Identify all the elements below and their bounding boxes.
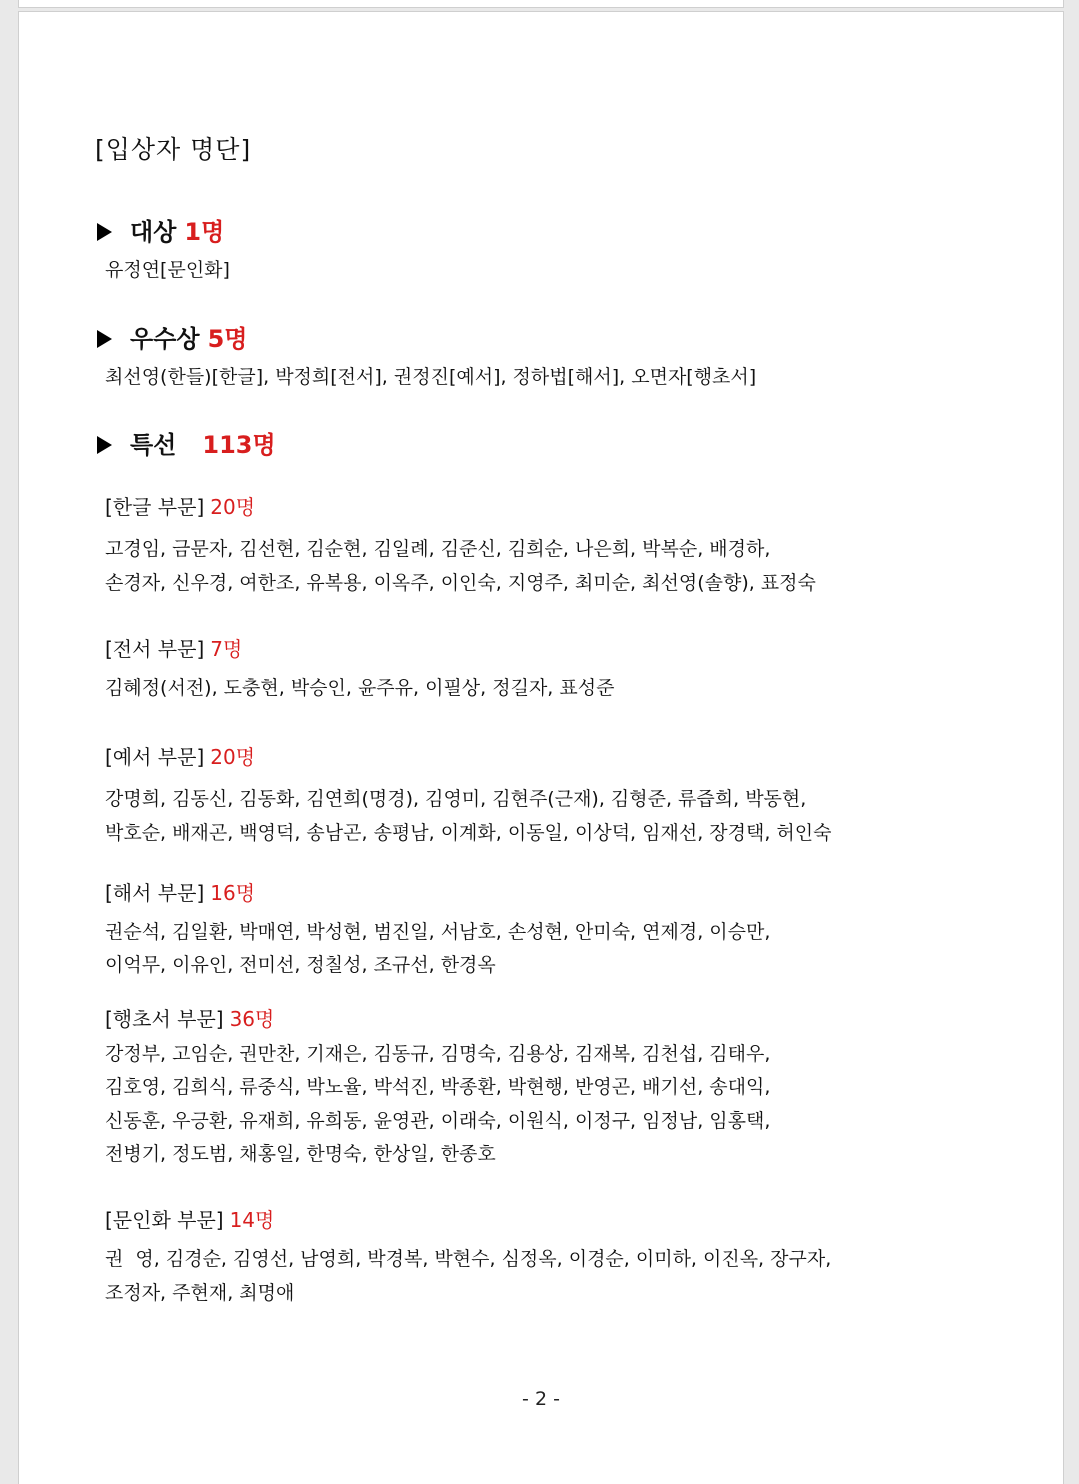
category-heading-muninhwa bbox=[105, 1204, 274, 1233]
category-label: [예서 부문] bbox=[105, 745, 205, 769]
award-count: 5명 bbox=[207, 325, 248, 353]
category-heading-haengchoseo bbox=[105, 1003, 274, 1032]
category-names-line: 권 영, 김경순, 김영선, 남영희, 박경복, 박현수, 심정옥, 이경순, 이미하, 이진옥, 장구자, bbox=[105, 1248, 832, 1270]
category-heading-jeonseo bbox=[105, 633, 242, 662]
category-names-line: 강정부, 고임순, 권만찬, 기재은, 김동규, 김명숙, 김용상, 김재복, 김천섭, 김태우, bbox=[105, 1043, 771, 1065]
category-count: 14명 bbox=[229, 1208, 275, 1232]
category-heading-haeseo bbox=[105, 877, 255, 906]
triangle-bullet-icon bbox=[97, 436, 112, 454]
page-number: - 2 - bbox=[522, 1388, 560, 1410]
category-names-line: 박호순, 배재곤, 백영덕, 송남곤, 송평남, 이계화, 이동일, 이상덕, 임재선, 장경택, 허인숙 bbox=[105, 822, 832, 844]
category-count: 16명 bbox=[210, 881, 256, 905]
award-count: 113명 bbox=[202, 431, 276, 459]
award-label: 우수상 bbox=[130, 325, 200, 353]
document-page bbox=[18, 11, 1064, 1484]
category-names-line: 전병기, 정도범, 채홍일, 한명숙, 한상일, 한종호 bbox=[105, 1143, 496, 1165]
category-names-line: 고경임, 금문자, 김선현, 김순현, 김일례, 김준신, 김희순, 나은희, 박복순, 배경하, bbox=[105, 538, 771, 560]
category-heading-yeseo bbox=[105, 741, 255, 770]
award-label: 대상 bbox=[130, 218, 177, 246]
category-count: 20명 bbox=[210, 495, 256, 519]
category-count: 36명 bbox=[229, 1007, 275, 1031]
excellence-winners: 최선영(한들)[한글], 박정희[전서], 권정진[예서], 정하법[해서], 오면자[행초서] bbox=[105, 366, 757, 388]
category-label: [행초서 부문] bbox=[105, 1007, 224, 1031]
category-count: 7명 bbox=[210, 637, 243, 661]
category-heading-hangeul bbox=[105, 491, 255, 520]
award-count: 1명 bbox=[184, 218, 225, 246]
category-count: 20명 bbox=[210, 745, 256, 769]
page-title: [입상자 명단] bbox=[95, 135, 252, 164]
category-label: [해서 부문] bbox=[105, 881, 205, 905]
triangle-bullet-icon bbox=[97, 330, 112, 348]
award-heading-excellence bbox=[97, 319, 247, 354]
category-names-line: 이억무, 이유인, 전미선, 정칠성, 조규선, 한경옥 bbox=[105, 954, 496, 976]
category-names-line: 김혜정(서전), 도충현, 박승인, 윤주유, 이필상, 정길자, 표성준 bbox=[105, 677, 615, 699]
award-label: 특선 bbox=[130, 431, 177, 459]
grand-winner: 유정연[문인화] bbox=[105, 259, 230, 281]
category-names-line: 김호영, 김희식, 류중식, 박노율, 박석진, 박종환, 박현행, 반영곤, 배기선, 송대익, bbox=[105, 1076, 771, 1098]
previous-page-edge bbox=[18, 0, 1064, 8]
category-names-line: 강명희, 김동신, 김동화, 김연희(명경), 김영미, 김현주(근재), 김형준, 류즙희, 박동현, bbox=[105, 788, 807, 810]
category-names-line: 손경자, 신우경, 여한조, 유복용, 이옥주, 이인숙, 지영주, 최미순, 최선영(솔향), 표정숙 bbox=[105, 572, 816, 594]
category-label: [한글 부문] bbox=[105, 495, 205, 519]
category-names-line: 신동훈, 우긍환, 유재희, 유희동, 윤영관, 이래숙, 이원식, 이정구, 임정남, 임홍택, bbox=[105, 1110, 771, 1132]
award-heading-special bbox=[97, 425, 276, 460]
triangle-bullet-icon bbox=[97, 223, 112, 241]
category-names-line: 조정자, 주현재, 최명애 bbox=[105, 1282, 295, 1304]
award-heading-grand bbox=[97, 212, 224, 247]
category-label: [문인화 부문] bbox=[105, 1208, 224, 1232]
category-names-line: 권순석, 김일환, 박매연, 박성현, 범진일, 서남호, 손성현, 안미숙, 연제경, 이승만, bbox=[105, 921, 771, 943]
category-label: [전서 부문] bbox=[105, 637, 205, 661]
